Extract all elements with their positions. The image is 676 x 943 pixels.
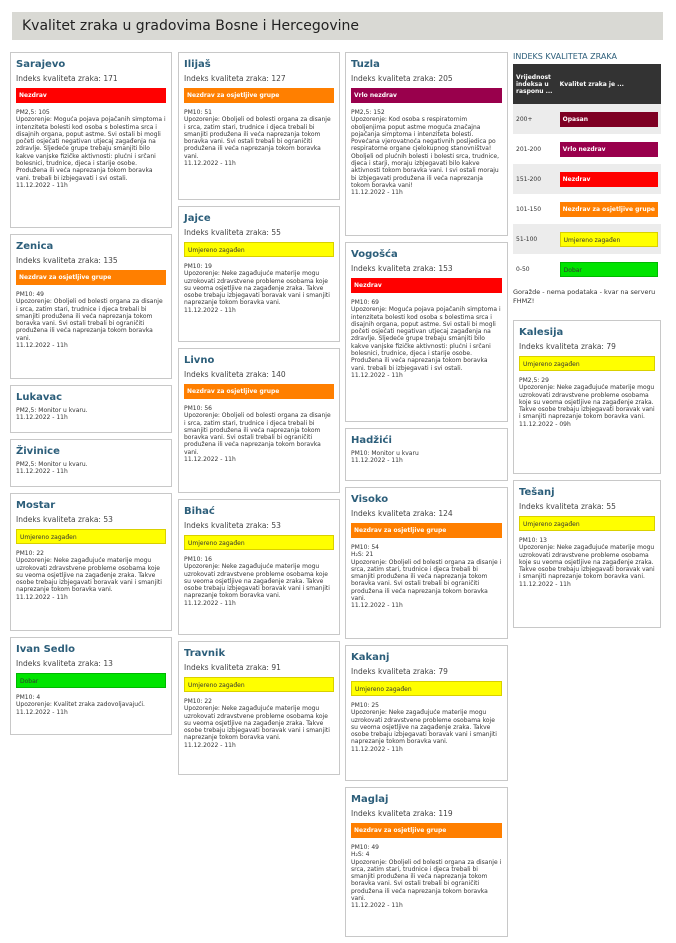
measurement: PM2,5: Monitor u kvaru. (16, 407, 88, 414)
aqi-index-label: Indeks kvaliteta zraka: (16, 74, 101, 83)
aqi-index (184, 521, 334, 530)
measurement: PM10: 4 (16, 694, 41, 701)
page-title: Kvalitet zraka u gradovima Bosne i Hercegovine (22, 18, 360, 34)
legend-row (513, 164, 661, 194)
aqi-index-label: Indeks kvaliteta zraka: (519, 342, 604, 351)
station-card (10, 385, 172, 433)
city-name: Mostar (16, 500, 56, 511)
aqi-index-value: 205 (438, 74, 453, 83)
measurement: PM10: 25 (351, 702, 379, 709)
timestamp: 11.12.2022 - 11h (184, 160, 236, 168)
legend-range: 51-100 (513, 224, 557, 254)
aqi-index (351, 667, 502, 676)
legend-row (513, 194, 661, 224)
aqi-index (184, 370, 334, 379)
city-name: Sarajevo (16, 59, 66, 70)
aqi-index (519, 502, 655, 511)
warning-text: Upozorenje: Neke zagađujuće materije mogu uzrokovati zdravstvene probleme osobama koje su veoma osjetljive na zagađenje zraka. Takve osobe trebaju izbjegavati boravak vani i smanjiti naprezanje tokom boravka vani. (519, 544, 655, 581)
timestamp: 11.12.2022 - 11h (184, 306, 236, 314)
status-badge: Umjereno zagađen (184, 677, 334, 692)
timestamp: 11.12.2022 - 11h (351, 371, 403, 379)
aqi-index-value: 127 (271, 74, 286, 83)
station-card (10, 637, 172, 735)
aqi-index (184, 228, 334, 237)
measurement: PM10: 22 (16, 550, 44, 557)
timestamp: 11.12.2022 - 11h (351, 902, 403, 910)
aqi-index-label: Indeks kvaliteta zraka: (351, 809, 436, 818)
measurement: PM10: 49 (351, 844, 379, 851)
aqi-index-value: 53 (103, 515, 113, 524)
measurement: PM10: 51 (184, 109, 212, 116)
measurement: H₂S: 4 (351, 851, 370, 859)
station-card (10, 52, 172, 228)
aqi-index (16, 659, 166, 668)
timestamp: 11.12.2022 - 09h (519, 420, 571, 428)
city-name: Ilijaš (184, 59, 211, 70)
station-card (178, 52, 340, 200)
station-card (513, 480, 661, 628)
aqi-index-value: 55 (271, 228, 281, 237)
warning-text: Upozorenje: Neke zagađujuće materije mogu uzrokovati zdravstvene probleme osobama koje su veoma osjetljive na zagađenje zraka. Takve osobe trebaju izbjegavati boravak vani i smanjiti naprezanje tokom boravka vani. (351, 709, 497, 746)
aqi-index (351, 509, 502, 518)
warning-text: Upozorenje: Neke zagađujuće materije mogu uzrokovati zdravstvene probleme osobama koje su veoma osjetljive na zagađenje zraka. Takve osobe trebaju izbjegavati boravak vani i smanjiti naprezanje tokom boravka vani. (184, 705, 330, 742)
status-badge: Nezdrav za osjetljive grupe (351, 523, 502, 538)
status-badge: Nezdrav (351, 278, 502, 293)
city-name: Živinice (16, 446, 60, 457)
timestamp: 11.12.2022 - 11h (184, 741, 236, 749)
status-badge: Umjereno zagađen (184, 242, 334, 257)
aqi-index-label: Indeks kvaliteta zraka: (184, 370, 269, 379)
aqi-index (519, 342, 655, 351)
aqi-index (16, 74, 166, 83)
legend-quality-cell (557, 254, 661, 284)
warning-text: Upozorenje: Neke zagađujuće materije mogu uzrokovati zdravstvene probleme osobama koje su veoma osjetljive na zagađenje zraka. Takve osobe trebaju izbjegavati boravak vani i smanjiti naprezanje tokom boravka vani. (184, 270, 330, 307)
station-card (513, 320, 661, 474)
legend-row (513, 104, 661, 134)
station-card (345, 487, 508, 639)
aqi-index (16, 256, 166, 265)
status-badge: Dobar (16, 673, 166, 688)
aqi-index-label: Indeks kvaliteta zraka: (351, 667, 436, 676)
station-card (178, 348, 340, 493)
legend-header-range: Vrijednost indeksa u rasponu ... (513, 64, 557, 104)
status-badge: Nezdrav za osjetljive grupe (184, 384, 334, 399)
measurement: PM2,5: Monitor u kvaru. (16, 461, 88, 468)
timestamp: 11.12.2022 - 11h (351, 457, 403, 465)
measurement: PM10: 16 (184, 556, 212, 563)
timestamp: 11.12.2022 - 11h (351, 745, 403, 753)
warning-text: Upozorenje: Oboljeli od bolesti organa za disanje i srca, zatim stari, trudnice i djeca trebali bi smanjiti produžena ili veća naprezanja tokom boravka vani. Svi ostali trebali bi ograničiti produžena ili veća naprezanja tokom boravka vani. (16, 298, 163, 342)
warning-text: Upozorenje: Kvalitet zraka zadovoljavajući. (16, 701, 145, 709)
station-card (345, 428, 508, 481)
city-name: Tuzla (351, 59, 380, 70)
measurement: PM10: 19 (184, 263, 212, 270)
measurement: PM2,5: 152 (351, 109, 385, 116)
legend-range: 101-150 (516, 205, 542, 213)
measurement: PM10: 22 (184, 698, 212, 705)
timestamp: 11.12.2022 - 11h (16, 468, 68, 476)
aqi-index-value: 135 (103, 256, 118, 265)
legend-header-row (513, 64, 661, 104)
status-badge: Umjereno zagađen (519, 356, 655, 371)
aqi-index-label: Indeks kvaliteta zraka: (351, 264, 436, 273)
legend-range: 0-50 (516, 265, 530, 273)
timestamp: 11.12.2022 - 11h (351, 602, 403, 610)
warning-text: Upozorenje: Oboljeli od bolesti organa za disanje i srca, zatim stari, trudnice i djeca trebali bi smanjiti produžena ili veća naprezanja tokom boravka vani. Svi ostali trebali bi ograničiti produžena ili veća naprezanja tokom boravka vani. (184, 116, 331, 160)
timestamp: 11.12.2022 - 11h (184, 456, 236, 464)
aqi-index-label: Indeks kvaliteta zraka: (16, 659, 101, 668)
aqi-index-label: Indeks kvaliteta zraka: (351, 509, 436, 518)
timestamp: 11.12.2022 - 11h (16, 593, 68, 601)
legend-quality-cell (557, 224, 661, 254)
city-name: Bihać (184, 506, 215, 517)
aqi-index-label: Indeks kvaliteta zraka: (184, 663, 269, 672)
station-column-2 (178, 52, 340, 781)
warning-text: Upozorenje: Moguća pojava pojačanih simptoma i intenziteta bolesti kod osoba s bolestima srca i disajnih organa, poput astme. Svi ostali bi mogli početi osjećati negativan utjecaj zagađenja na zdravlje. Sljedeće grupe trebaju smanjiti bilo kakve vanjske fizičke aktivnosti: plućni i srčani bolesnici, trudnice, djeca i starije osobe. Produžena ili veća naprezanja tokom boravka vani. trebali bi izbjegavati i svi ostali. (16, 116, 166, 182)
aqi-index-value: 124 (438, 509, 453, 518)
aqi-index (184, 74, 334, 83)
aqi-index (184, 663, 334, 672)
station-card (10, 439, 172, 487)
aqi-index-label: Indeks kvaliteta zraka: (519, 502, 604, 511)
station-card (345, 242, 508, 422)
aqi-index-value: 13 (103, 659, 113, 668)
measurement: PM10: 56 (184, 405, 212, 412)
aqi-index-value: 53 (271, 521, 281, 530)
legend-quality-cell (557, 164, 661, 194)
aqi-index-label: Indeks kvaliteta zraka: (351, 74, 436, 83)
measurement: PM10: 49 (16, 291, 44, 298)
status-badge: Umjereno zagađen (351, 681, 502, 696)
legend-row (513, 254, 661, 284)
legend-range: 201-200 (516, 145, 542, 153)
aqi-index-value: 140 (271, 370, 286, 379)
status-badge: Umjereno zagađen (519, 516, 655, 531)
station-card (10, 234, 172, 379)
measurement: PM2,5: 29 (519, 377, 549, 384)
city-name: Maglaj (351, 794, 389, 805)
aqi-index-value: 171 (103, 74, 118, 83)
measurement: H₂S: 21 (351, 551, 374, 559)
legend-note: Goražde - nema podataka - kvar na serveru FHMZ! (513, 288, 656, 305)
legend-badge: Nezdrav (560, 172, 658, 187)
city-name: Hadžići (351, 435, 392, 446)
timestamp: 11.12.2022 - 11h (16, 342, 68, 350)
status-badge: Nezdrav za osjetljive grupe (184, 88, 334, 103)
warning-text: Upozorenje: Oboljeli od bolesti organa za disanje i srca, zatim stari, trudnice i djeca trebali bi smanjiti produžena ili veća naprezanja tokom boravka vani. Svi ostali trebali bi ograničiti produžena ili veća naprezanja tokom boravka vani. (184, 412, 331, 456)
aqi-index-label: Indeks kvaliteta zraka: (16, 256, 101, 265)
timestamp: 11.12.2022 - 11h (519, 580, 571, 588)
legend-badge: Opasan (560, 112, 658, 127)
legend-quality-cell (557, 194, 661, 224)
measurement: PM10: 13 (519, 537, 547, 544)
aqi-index-value: 79 (438, 667, 448, 676)
legend-badge: Dobar (560, 262, 658, 277)
warning-text: Upozorenje: Oboljeli od bolesti organa za disanje i srca, zatim stari, trudnice i djeca trebali bi smanjiti produžena ili veća naprezanja tokom boravka vani. Svi ostali trebali bi ograničiti produžena ili veća naprezanja tokom boravka vani. (351, 858, 502, 903)
page-header (12, 12, 663, 40)
aqi-index-value: 119 (438, 809, 453, 818)
status-badge: Nezdrav (16, 88, 166, 103)
aqi-index-value: 55 (606, 502, 616, 511)
aqi-index-label: Indeks kvaliteta zraka: (16, 515, 101, 524)
timestamp: 11.12.2022 - 11h (184, 599, 236, 607)
city-name: Visoko (351, 494, 389, 505)
legend-row (513, 134, 661, 164)
timestamp: 11.12.2022 - 11h (16, 414, 68, 422)
aqi-index-value: 153 (438, 264, 453, 273)
aqi-index (351, 74, 502, 83)
timestamp: 11.12.2022 - 11h (351, 189, 403, 197)
measurement: PM10: 54 (351, 544, 379, 551)
station-column-3 (345, 52, 508, 943)
station-card (178, 641, 340, 775)
measurement: PM10: Monitor u kvaru (351, 450, 419, 457)
station-card (345, 787, 508, 937)
station-card (10, 493, 172, 631)
city-name: Tešanj (519, 487, 555, 498)
city-name: Lukavac (16, 392, 63, 403)
city-name: Vogošća (351, 249, 398, 260)
status-badge: Nezdrav za osjetljive grupe (351, 823, 502, 838)
station-card (345, 52, 508, 236)
station-card (178, 499, 340, 635)
city-name: Zenica (16, 241, 54, 252)
legend-range: 151-200 (513, 164, 557, 194)
aqi-index-value: 79 (606, 342, 616, 351)
legend-badge: Umjereno zagađen (560, 232, 658, 247)
aqi-legend (513, 52, 661, 306)
timestamp: 11.12.2022 - 11h (16, 708, 68, 716)
status-badge: Umjereno zagađen (184, 535, 334, 550)
warning-text: Upozorenje: Neke zagađujuće materije mogu uzrokovati zdravstvene probleme osobama koje su veoma osjetljive na zagađenje zraka. Takve osobe trebaju izbjegavati boravak vani i smanjiti naprezanje tokom boravka vani. (519, 384, 655, 421)
station-card (345, 645, 508, 781)
station-column-4 (513, 320, 661, 634)
legend-badge: Nezdrav za osjetljive grupe (560, 202, 658, 217)
city-name: Travnik (184, 648, 226, 659)
status-badge: Vrlo nezdrav (351, 88, 502, 103)
legend-range: 200+ (513, 104, 557, 134)
legend-table (513, 64, 661, 284)
measurement: PM10: 69 (351, 299, 379, 306)
timestamp: 11.12.2022 - 11h (16, 181, 68, 189)
aqi-index-label: Indeks kvaliteta zraka: (184, 228, 269, 237)
aqi-index (351, 264, 502, 273)
station-card (178, 206, 340, 342)
legend-title: INDEKS KVALITETA ZRAKA (513, 52, 617, 61)
aqi-index-value: 91 (271, 663, 281, 672)
city-name: Kakanj (351, 652, 390, 663)
warning-text: Upozorenje: Oboljeli od bolesti organa za disanje i srca, zatim stari, trudnice i djeca trebali bi smanjiti produžena ili veća naprezanja tokom boravka vani. Svi ostali trebali bi ograničiti produžena ili veća naprezanja tokom boravka vani. (351, 558, 502, 603)
aqi-index-label: Indeks kvaliteta zraka: (184, 521, 269, 530)
legend-header-quality: Kvalitet zraka je ... (557, 64, 661, 104)
aqi-index-label: Indeks kvaliteta zraka: (184, 74, 269, 83)
aqi-index (16, 515, 166, 524)
legend-quality-cell (557, 104, 661, 134)
city-name: Jajce (184, 213, 211, 224)
city-name: Livno (184, 355, 215, 366)
station-column-1 (10, 52, 172, 741)
warning-text: Upozorenje: Neke zagađujuće materije mogu uzrokovati zdravstvene probleme osobama koje su veoma osjetljive na zagađenje zraka. Takve osobe trebaju izbjegavati boravak vani i smanjiti naprezanje tokom boravka vani. (184, 563, 330, 600)
status-badge: Nezdrav za osjetljive grupe (16, 270, 166, 285)
warning-text: Upozorenje: Neke zagađujuće materije mogu uzrokovati zdravstvene probleme osobama koje su veoma osjetljive na zagađenje zraka. Takve osobe trebaju izbjegavati boravak vani i smanjiti naprezanje tokom boravka vani. (16, 557, 162, 594)
legend-row (513, 224, 661, 254)
measurement: PM2,5: 105 (16, 109, 50, 116)
status-badge: Umjereno zagađen (16, 529, 166, 544)
warning-text: Upozorenje: Moguća pojava pojačanih simptoma i intenziteta bolesti kod osoba s bolestima srca i disajnih organa, poput astme. Svi ostali bi mogli početi osjećati negativan utjecaj zagađenja na zdravlje. Sljedeće grupe trebaju smanjiti bilo kakve vanjske fizičke aktivnosti: plućni i srčani bolesnici, trudnice, djeca i starije osobe. Produžena ili veća naprezanja tokom boravka vani. trebali bi izbjegavati i svi ostali. (351, 306, 501, 372)
warning-text: Upozorenje: Kod osoba s respiratornim oboljenjima poput astme moguća značajna pojačanja simptoma i intenziteta bolesti. Povećana vjerovatnoća negativnih posljedica po respiratorne organe cjelokupnog stanovništva! Oboljeli od plućnih bolesti i bolesti srca, trudnice, djeca i starji, moraju izbjegavati bilo kakve aktivnosti tokom boravka vani. I svi ostali moraju bi izbjegavati produžena ili veća naprezanja tokom boravka vani! (351, 116, 500, 189)
aqi-index (351, 809, 502, 818)
city-name: Kalesija (519, 327, 564, 338)
legend-quality-cell (557, 134, 661, 164)
legend-badge: Vrlo nezdrav (560, 142, 658, 157)
city-name: Ivan Sedlo (16, 644, 76, 655)
